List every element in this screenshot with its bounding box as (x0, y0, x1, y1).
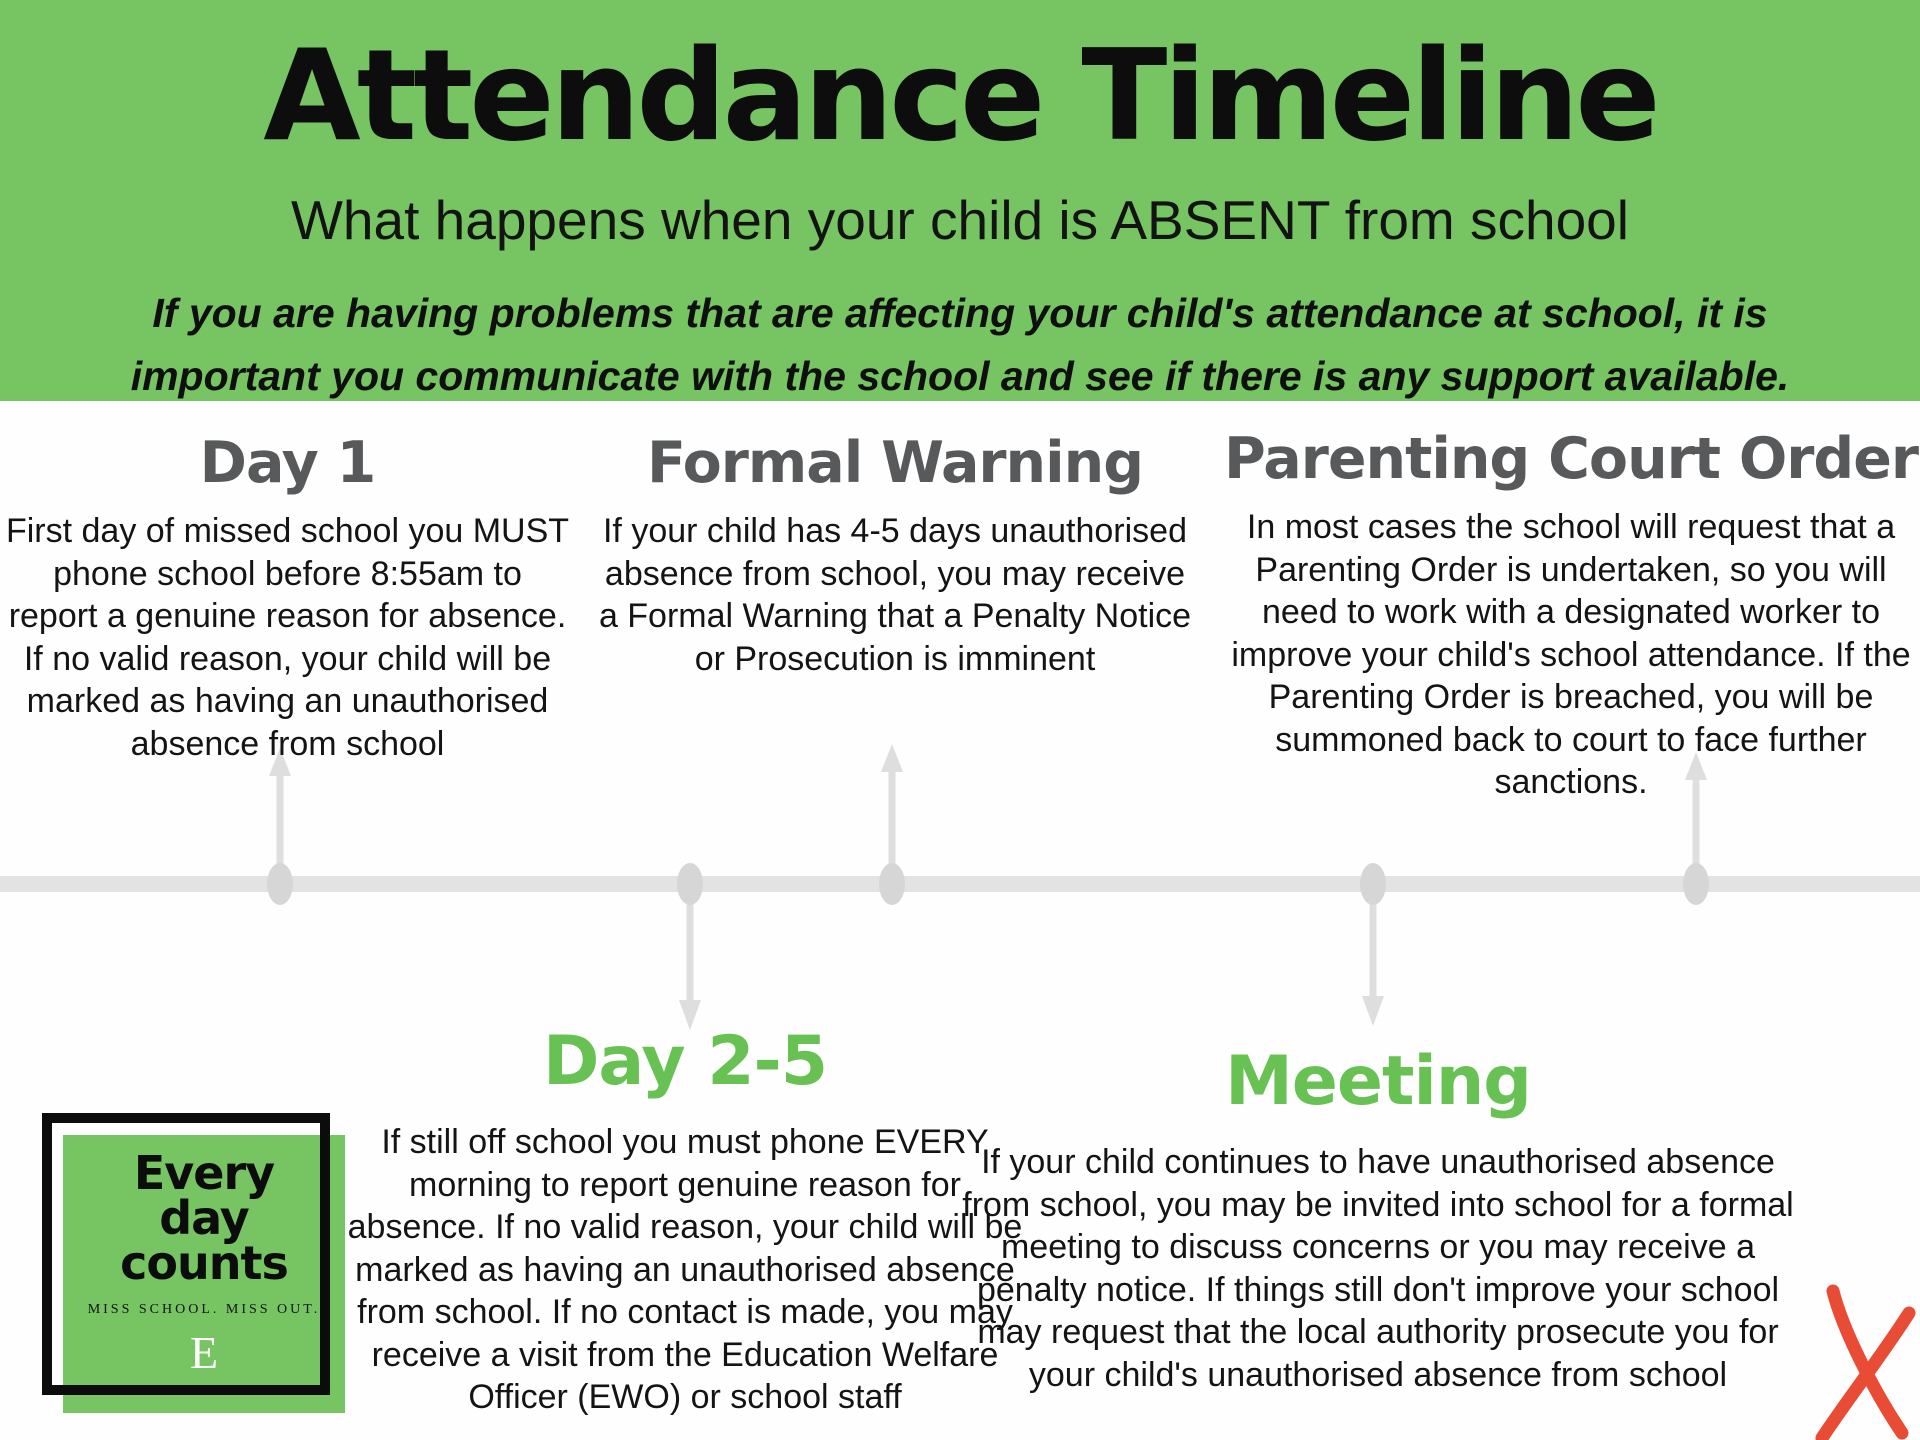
stage-heading: Day 1 (199, 430, 376, 496)
stage-body: If your child has 4-5 days unauthorised absence from school, you may receive a Formal Warning that a Penalty Notice or Prosecution is imminent (598, 512, 1192, 678)
x-mark-icon (1805, 1283, 1920, 1440)
every-day-counts-logo (0, 1090, 380, 1440)
page-title: Attendance Timeline (263, 22, 1657, 169)
logo-tagline: MISS SCHOOL. MISS OUT. (87, 1302, 321, 1317)
stage-day-1 (5, 430, 570, 765)
stage-heading: Formal Warning (646, 430, 1144, 496)
stage-body: First day of missed school you MUST phone school before 8:55am to report a genuine reason for absence. If no valid reason, your child will be marked as having an unauthorised absence from school (5, 512, 570, 763)
stage-heading: Meeting (1225, 1042, 1531, 1121)
banner-note-line-2: important you communicate with the school and see if there is any support available. (130, 353, 1790, 399)
stage-meeting (948, 1042, 1808, 1396)
stage-heading: Parenting Court Order (1224, 426, 1918, 492)
stage-day-2-5 (345, 1022, 1025, 1419)
stage-body: If still off school you must phone EVERY morning to report genuine reason for absence. If no valid reason, your child will be marked as having an unauthorised absence from school. If no contact is made, you may receive a visit from the Education Welfare Officer (EWO) or school staff (347, 1123, 1023, 1416)
timeline-node (677, 863, 703, 905)
stage-parenting-court-order (1225, 426, 1917, 804)
stage-formal-warning (595, 430, 1195, 680)
logo-word-2: day (159, 1191, 249, 1245)
timeline-node (879, 863, 905, 905)
stage-body: If your child continues to have unauthorised absence from school, you may be invited into school for a formal meeting to discuss concerns or you may receive a penalty notice. If things still don't improve your school may request that the local authority prosecute you for your child's unauthorised absence from school (962, 1143, 1794, 1394)
logo-black-frame (42, 1113, 330, 1395)
timeline-node (1360, 863, 1386, 905)
logo-word-3: counts (120, 1236, 288, 1290)
stage-heading: Day 2-5 (542, 1022, 828, 1101)
down-arrow-icon (679, 884, 701, 1030)
down-arrow-icon (1362, 884, 1384, 1026)
timeline-node (1683, 863, 1709, 905)
banner-note-line-1: If you are having problems that are affecting your child's attendance at school, it is (152, 290, 1768, 336)
timeline-node (267, 863, 293, 905)
stage-body: In most cases the school will request that a Parenting Order is undertaken, so you will need to work with a designated worker to improve your child's school attendance. If the Parenting Order is breached, you will be summoned back to court to face further sanctions. (1231, 508, 1911, 801)
logo-initial: E (189, 1327, 219, 1378)
logo-word-1: Every (133, 1146, 275, 1200)
page-subtitle: What happens when your child is ABSENT from school (291, 189, 1629, 251)
